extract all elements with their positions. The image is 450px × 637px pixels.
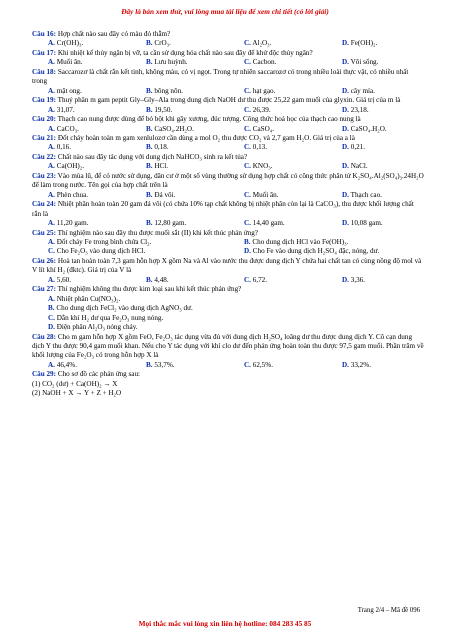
- question-21: [32, 134, 424, 153]
- question-text: Thí nghiệm nào sau đây thu được muối sắt (II) khi kết thúc phản ứng?: [57, 228, 258, 237]
- question-text: Cho sơ đồ các phản ứng sau:: [57, 370, 141, 379]
- question-number: Câu 22:: [32, 152, 57, 161]
- question-23: [32, 172, 424, 200]
- question-number: Câu 20:: [32, 115, 57, 124]
- option-a: A. Phèn chua.: [48, 190, 89, 199]
- option-c: C. Dẫn khí H₂ dư qua Fe₂O₃ nung nóng.: [48, 313, 164, 322]
- question-28: [32, 333, 424, 371]
- option-d: D. Vôi sống.: [342, 58, 379, 67]
- option-b: B. 19,50.: [146, 105, 173, 114]
- question-number: Câu 26:: [32, 256, 57, 265]
- question-29: [32, 370, 424, 398]
- reaction-line: (2) NaOH + X → Y + Z + H₂O: [32, 389, 122, 398]
- option-c: C. Cho Fe₂O₃ vào dung dịch HCl.: [48, 247, 146, 256]
- page-number: Trang 2/4 – Mã đề 096: [357, 607, 420, 614]
- question-number: Câu 24:: [32, 200, 57, 209]
- option-a: A. Muối ăn.: [48, 58, 83, 67]
- option-b: B. Lưu huỳnh.: [146, 58, 188, 67]
- question-text: Nhiệt phân hoàn toàn 20 gam đá vôi (có chứa 10% tạp chất không bị nhiệt phân còn lại là CaCO₃), thu được khối lượng chất rắn là: [32, 200, 414, 218]
- option-c: C. 62,5%.: [244, 360, 273, 369]
- question-text: Chất nào sau đây tác dụng với dung dịch NaHCO₃ sinh ra kết tủa?: [57, 152, 248, 161]
- option-d: D. Cho Fe vào dung dịch H₂SO₄ đặc, nóng, dư.: [244, 247, 380, 256]
- option-a: A. Cr(OH)₃.: [48, 39, 84, 48]
- preview-banner: Đây là bản xem thử, vui lòng mua tài liệu để xem chi tiết (có lời giải): [121, 7, 329, 16]
- question-text: Cho m gam hỗn hợp X gồm FeO, Fe₂O₃ tác dụng vừa đủ với dung dịch H₂SO₄ loãng dư thu được dung dịch Y. Cô cạn dung dịch Y thu được 90,4 gam muối khan. Nếu cho Y tác dụng với khí clo dư đến phản ứng hoàn toàn thu được 97,5 gam muối. Phần trăm về khối lượng của Fe₂O₃ có trong hỗn hợp X là: [32, 332, 424, 360]
- option-a: A. mật ong.: [48, 86, 82, 95]
- question-19: [32, 96, 424, 115]
- option-d: D. 23,18.: [342, 105, 369, 114]
- exam-content: [32, 30, 424, 399]
- question-number: Câu 28:: [32, 332, 57, 341]
- option-b: B. Cho dung dịch FeCl₂ vào dung dịch AgNO₃ dư.: [48, 304, 193, 313]
- question-24: [32, 200, 424, 228]
- option-a: A. 46,4%.: [48, 360, 77, 369]
- question-number: Câu 29:: [32, 370, 57, 379]
- question-text: Thuỷ phân m gam peptit Gly–Gly–Ala trong dung dịch NaOH dư thu được 25,22 gam muối của glyxin. Giá trị của m là: [57, 96, 401, 105]
- option-c: C. 26,39.: [244, 105, 271, 114]
- option-b: B. 53,7%.: [146, 360, 175, 369]
- option-a: A. CaCO₃.: [48, 124, 79, 133]
- option-b: B. CrO₃.: [146, 39, 171, 48]
- question-number: Câu 25:: [32, 228, 57, 237]
- option-b: B. 4,48.: [146, 275, 169, 284]
- option-b: B. 12,80 gam.: [146, 219, 187, 228]
- question-number: Câu 16:: [32, 30, 57, 38]
- hotline-footer: Mọi thắc mắc vui lòng xin liên hệ hotline: 084 283 45 85: [138, 619, 312, 628]
- question-text: Hợp chất nào sau đây có màu đỏ thẫm?: [57, 30, 171, 38]
- option-a: A. Nhiệt phân Cu(NO₃)₂.: [48, 294, 121, 303]
- question-number: Câu 27:: [32, 285, 57, 294]
- question-18: [32, 68, 424, 96]
- option-d: D. 3,36.: [342, 275, 366, 284]
- option-a: A. Ca(OH)₂.: [48, 162, 85, 171]
- question-22: [32, 153, 424, 172]
- option-d: D. 10,08 gam.: [342, 219, 383, 228]
- question-25: [32, 229, 424, 257]
- option-c: C. CaSO₄.: [244, 124, 275, 133]
- option-d: D. 33,2%.: [342, 360, 371, 369]
- option-b: B. bông nõn.: [146, 86, 183, 95]
- option-d: D. 0,21.: [342, 143, 366, 152]
- question-text: Thạch cao nung được dùng để bó bột khi gãy xương, đúc tượng. Công thức hoá học của thạch cao nung là: [57, 115, 361, 124]
- option-c: C. KNO₃.: [244, 162, 273, 171]
- reaction-line: (1) CO₂ (dư) + Ca(OH)₂ → X: [32, 379, 118, 388]
- option-b: B. Đá vôi.: [146, 190, 176, 199]
- question-text: Thí nghiệm không thu được kim loại sau khi kết thúc phản ứng?: [57, 285, 242, 294]
- option-d: D. CaSO₄.H₂O.: [342, 124, 387, 133]
- question-27: [32, 285, 424, 332]
- question-text: Saccarozơ là chất rắn kết tinh, không màu, có vị ngọt. Trong tự nhiên saccarozơ có trong nhiều loài thực vật, có nhiều nhất trong: [32, 67, 409, 86]
- question-number: Câu 19:: [32, 96, 57, 105]
- option-b: B. Cho dung dịch HCl vào Fe(OH)₃.: [244, 237, 349, 246]
- option-c: C. 6,72.: [244, 275, 268, 284]
- option-d: D. NaCl.: [342, 162, 368, 171]
- option-a: A. 5,60.: [48, 275, 72, 284]
- question-20: [32, 115, 424, 134]
- option-d: D. Thạch cao.: [342, 190, 382, 199]
- question-text: Khi nhiệt kế thủy ngân bị vỡ, ta cần sử dụng hóa chất nào sau đây để khử độc thủy ngân?: [57, 48, 313, 57]
- option-a: A. 31,07.: [48, 105, 75, 114]
- question-text: Vào mùa lũ, để có nước sử dụng, dân cư ở một số vùng thường sử dụng hợp chất có công thức phân tử K₂SO₄.Al₂(SO₄)₃.24H₂O để làm trong nước. Tên gọi của hợp chất trên là: [32, 171, 424, 190]
- question-26: [32, 257, 424, 285]
- question-number: Câu 21:: [32, 133, 57, 142]
- question-text: Đốt cháy hoàn toàn m gam xenlulozơ cần dùng a mol O₂ thu được CO₂ và 2,7 gam H₂O. Giá trị của a là: [57, 133, 355, 142]
- option-c: C. 0,13.: [244, 143, 268, 152]
- option-d: D. cây mía.: [342, 86, 375, 95]
- question-number: Câu 23:: [32, 171, 57, 180]
- option-b: B. HCl.: [146, 162, 169, 171]
- option-c: C. 14,40 gam.: [244, 219, 285, 228]
- option-c: C. hạt gạo.: [244, 86, 276, 95]
- option-a: A. 11,20 gam.: [48, 219, 89, 228]
- question-17: [32, 49, 424, 68]
- option-d: D. Điện phân Al₂O₃ nóng chảy.: [48, 323, 138, 332]
- option-c: C. Al₂O₃.: [244, 39, 272, 48]
- option-b: B. 0,18.: [146, 143, 169, 152]
- option-d: D. Fe(OH)₂.: [342, 39, 378, 48]
- question-number: Câu 18:: [32, 67, 57, 76]
- option-a: A. 0,16.: [48, 143, 72, 152]
- option-b: B. CaSO₄.2H₂O.: [146, 124, 194, 133]
- question-16: [32, 30, 424, 49]
- option-c: C. Cacbon.: [244, 58, 277, 67]
- question-text: Hoà tan hoàn toàn 7,3 gam hỗn hợp X gồm Na và Al vào nước thu được dung dịch Y chứa hai chất tan có cùng nồng độ mol và V lít khí H₂ (đktc). Giá trị của V là: [32, 256, 422, 275]
- option-c: C. Muối ăn.: [244, 190, 279, 199]
- option-a: A. Đốt cháy Fe trong bình chứa Cl₂.: [48, 237, 152, 246]
- question-number: Câu 17:: [32, 48, 57, 57]
